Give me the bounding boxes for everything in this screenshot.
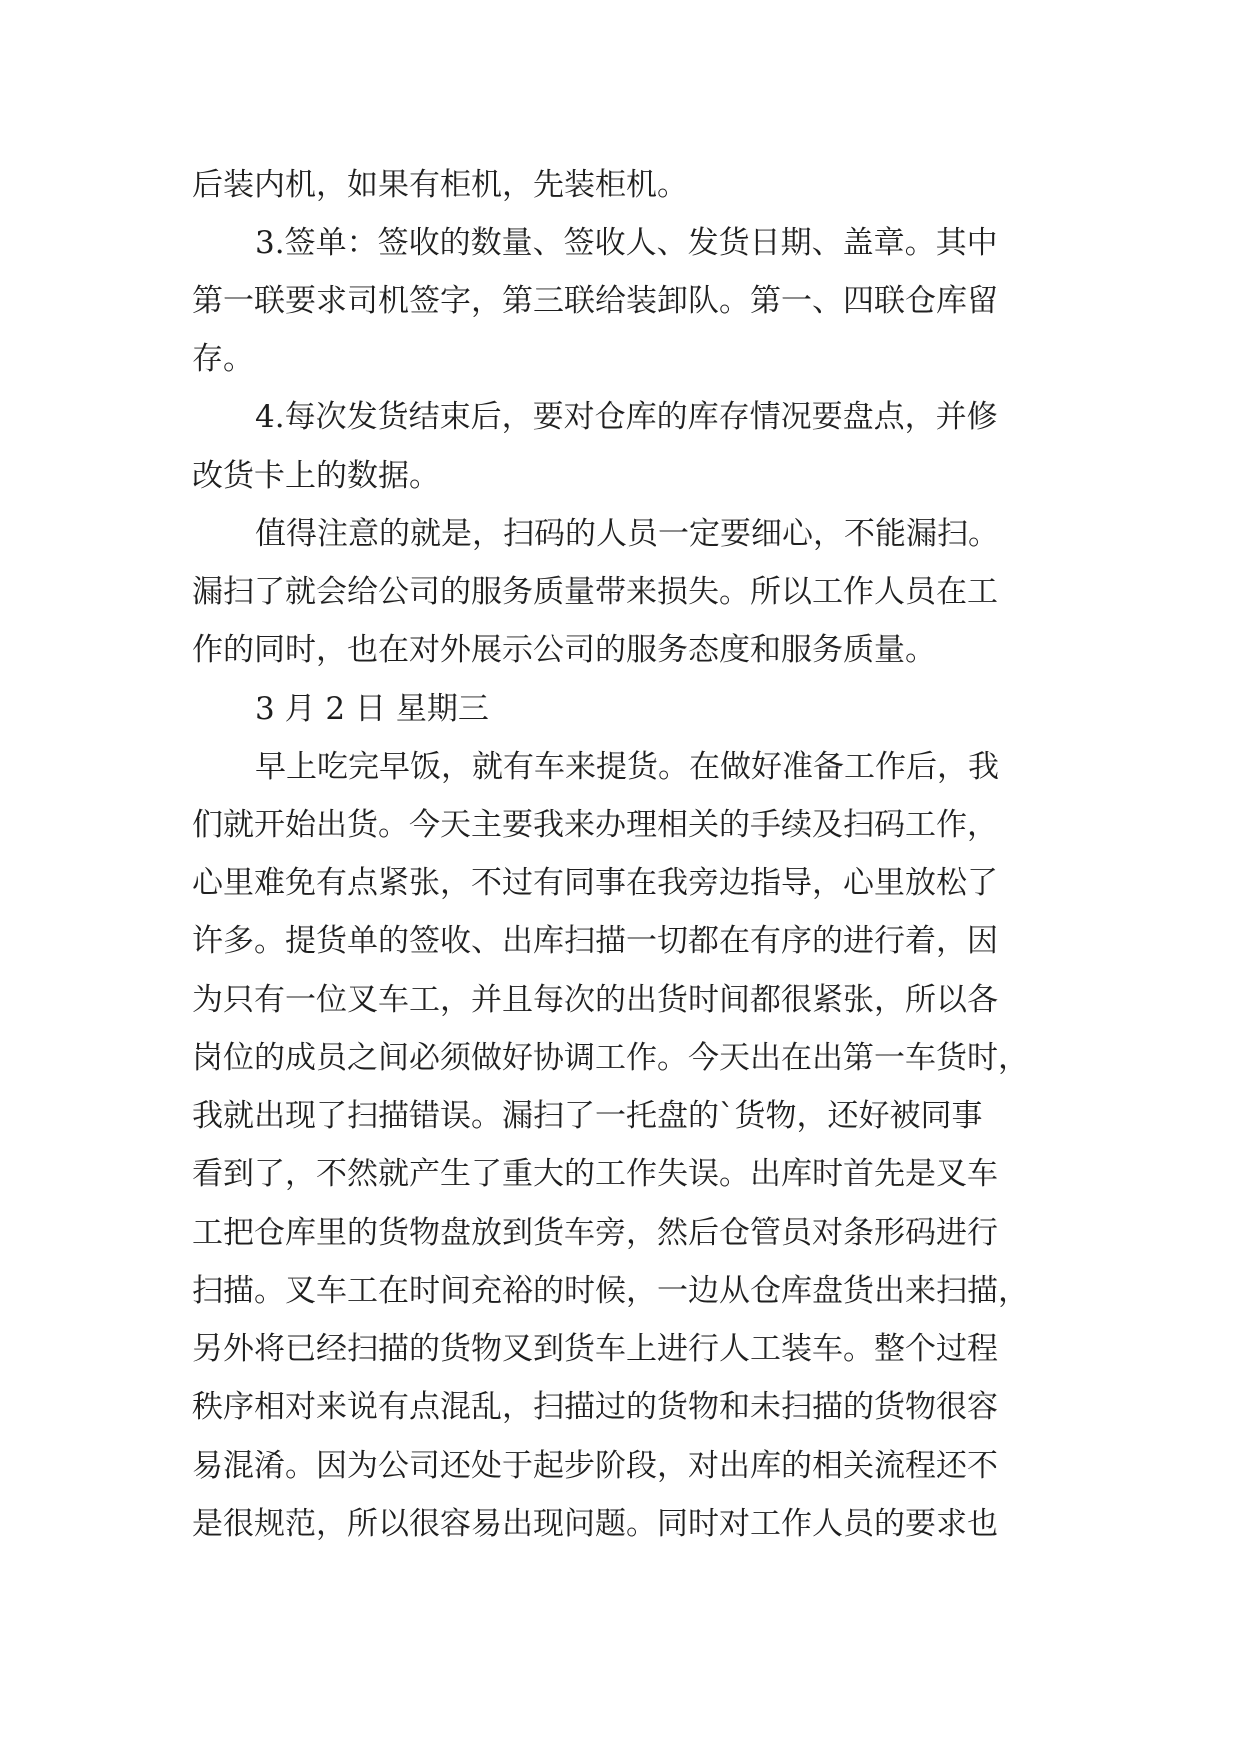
text-line: 另外将已经扫描的货物叉到货车上进行人工装车。整个过程	[192, 1331, 998, 1367]
text-line: 改货卡上的数据。	[192, 458, 440, 494]
text-line: 岗位的成员之间必须做好协调工作。今天出在出第一车货时，	[192, 1040, 1029, 1076]
text-line: 们就开始出货。今天主要我来办理相关的手续及扫码工作，	[192, 807, 998, 843]
date-heading: 3 月 2 日 星期三	[255, 691, 489, 727]
text-line: 扫描。叉车工在时间充裕的时候，一边从仓库盘货出来扫描，	[192, 1273, 1029, 1309]
text-line: 漏扫了就会给公司的服务质量带来损失。所以工作人员在工	[192, 574, 998, 610]
text-line: 第一联要求司机签字，第三联给装卸队。第一、四联仓库留	[192, 283, 998, 319]
text-line: 4.每次发货结束后，要对仓库的库存情况要盘点，并修	[255, 399, 998, 435]
text-line: 易混淆。因为公司还处于起步阶段，对出库的相关流程还不	[192, 1448, 998, 1484]
text-line: 我就出现了扫描错误。漏扫了一托盘的`货物，还好被同事	[192, 1098, 983, 1134]
text-line: 为只有一位叉车工，并且每次的出货时间都很紧张，所以各	[192, 982, 998, 1018]
text-line: 后装内机，如果有柜机，先装柜机。	[192, 167, 688, 203]
text-line: 许多。提货单的签收、出库扫描一切都在有序的进行着，因	[192, 923, 998, 959]
text-line: 秩序相对来说有点混乱，扫描过的货物和未扫描的货物很容	[192, 1389, 998, 1425]
text-line: 存。	[192, 341, 254, 377]
text-line: 值得注意的就是，扫码的人员一定要细心，不能漏扫。	[255, 516, 999, 552]
text-line: 工把仓库里的货物盘放到货车旁，然后仓管员对条形码进行	[192, 1215, 998, 1251]
text-line: 早上吃完早饭，就有车来提货。在做好准备工作后，我	[255, 749, 999, 785]
text-line: 作的同时，也在对外展示公司的服务态度和服务质量。	[192, 632, 936, 668]
text-line: 看到了，不然就产生了重大的工作失误。出库时首先是叉车	[192, 1156, 998, 1192]
text-line: 是很规范，所以很容易出现问题。同时对工作人员的要求也	[192, 1506, 998, 1542]
text-line: 心里难免有点紧张，不过有同事在我旁边指导，心里放松了	[192, 865, 998, 901]
text-line: 3.签单：签收的数量、签收人、发货日期、盖章。其中	[255, 225, 998, 261]
